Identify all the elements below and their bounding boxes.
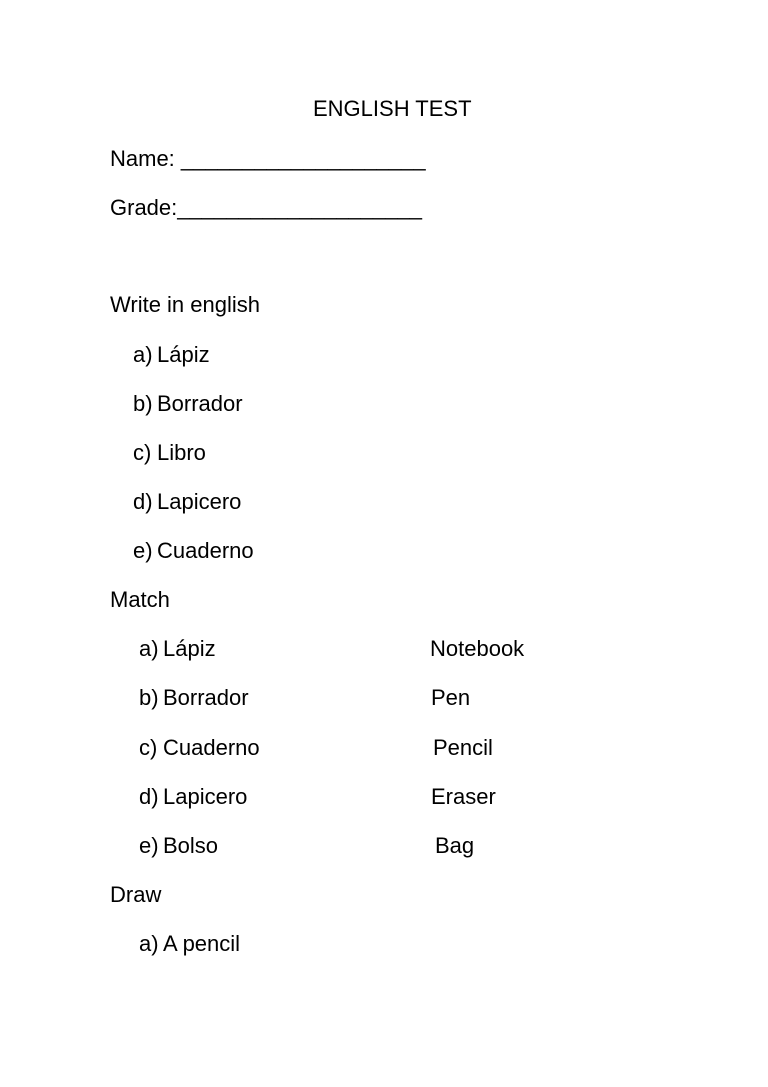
write-item — [133, 540, 254, 562]
match-option: Eraser — [431, 784, 496, 809]
item-marker: e) — [139, 833, 159, 858]
draw-section-heading: Draw — [110, 882, 162, 907]
match-item — [139, 737, 260, 759]
page-title: ENGLISH TEST — [313, 96, 472, 121]
item-text: Cuaderno — [163, 735, 260, 760]
write-section-heading: Write in english — [110, 292, 260, 317]
item-marker: d) — [133, 489, 153, 514]
item-text: Cuaderno — [157, 538, 254, 563]
item-text: Lápiz — [163, 636, 216, 661]
item-text: Lápiz — [157, 342, 210, 367]
match-section-heading: Match — [110, 587, 170, 612]
item-marker: b) — [139, 685, 159, 710]
match-item — [139, 638, 216, 660]
write-item — [133, 344, 210, 366]
item-marker: a) — [139, 636, 159, 661]
write-item — [133, 442, 206, 464]
match-option: Notebook — [430, 636, 525, 661]
match-option: Bag — [435, 833, 475, 858]
item-marker: a) — [133, 342, 153, 367]
item-marker: b) — [133, 391, 153, 416]
item-text: Borrador — [157, 391, 243, 416]
item-marker: e) — [133, 538, 153, 563]
item-text: Bolso — [163, 833, 219, 858]
write-item — [133, 491, 241, 513]
match-item — [139, 687, 249, 709]
item-text: Borrador — [163, 685, 249, 710]
match-item — [139, 835, 218, 857]
name-field: Name: ____________________ — [110, 146, 426, 171]
item-marker: a) — [139, 931, 159, 956]
item-text: Lapicero — [157, 489, 242, 514]
item-text: A pencil — [163, 931, 241, 956]
draw-item — [139, 933, 240, 955]
item-text: Lapicero — [163, 784, 248, 809]
write-item — [133, 393, 243, 415]
item-text: Libro — [157, 440, 206, 465]
item-marker: c) — [133, 440, 152, 465]
match-option: Pen — [431, 685, 471, 710]
match-item — [139, 786, 247, 808]
grade-field: Grade:____________________ — [110, 195, 422, 220]
match-option: Pencil — [433, 735, 493, 760]
item-marker: c) — [139, 735, 158, 760]
item-marker: d) — [139, 784, 159, 809]
